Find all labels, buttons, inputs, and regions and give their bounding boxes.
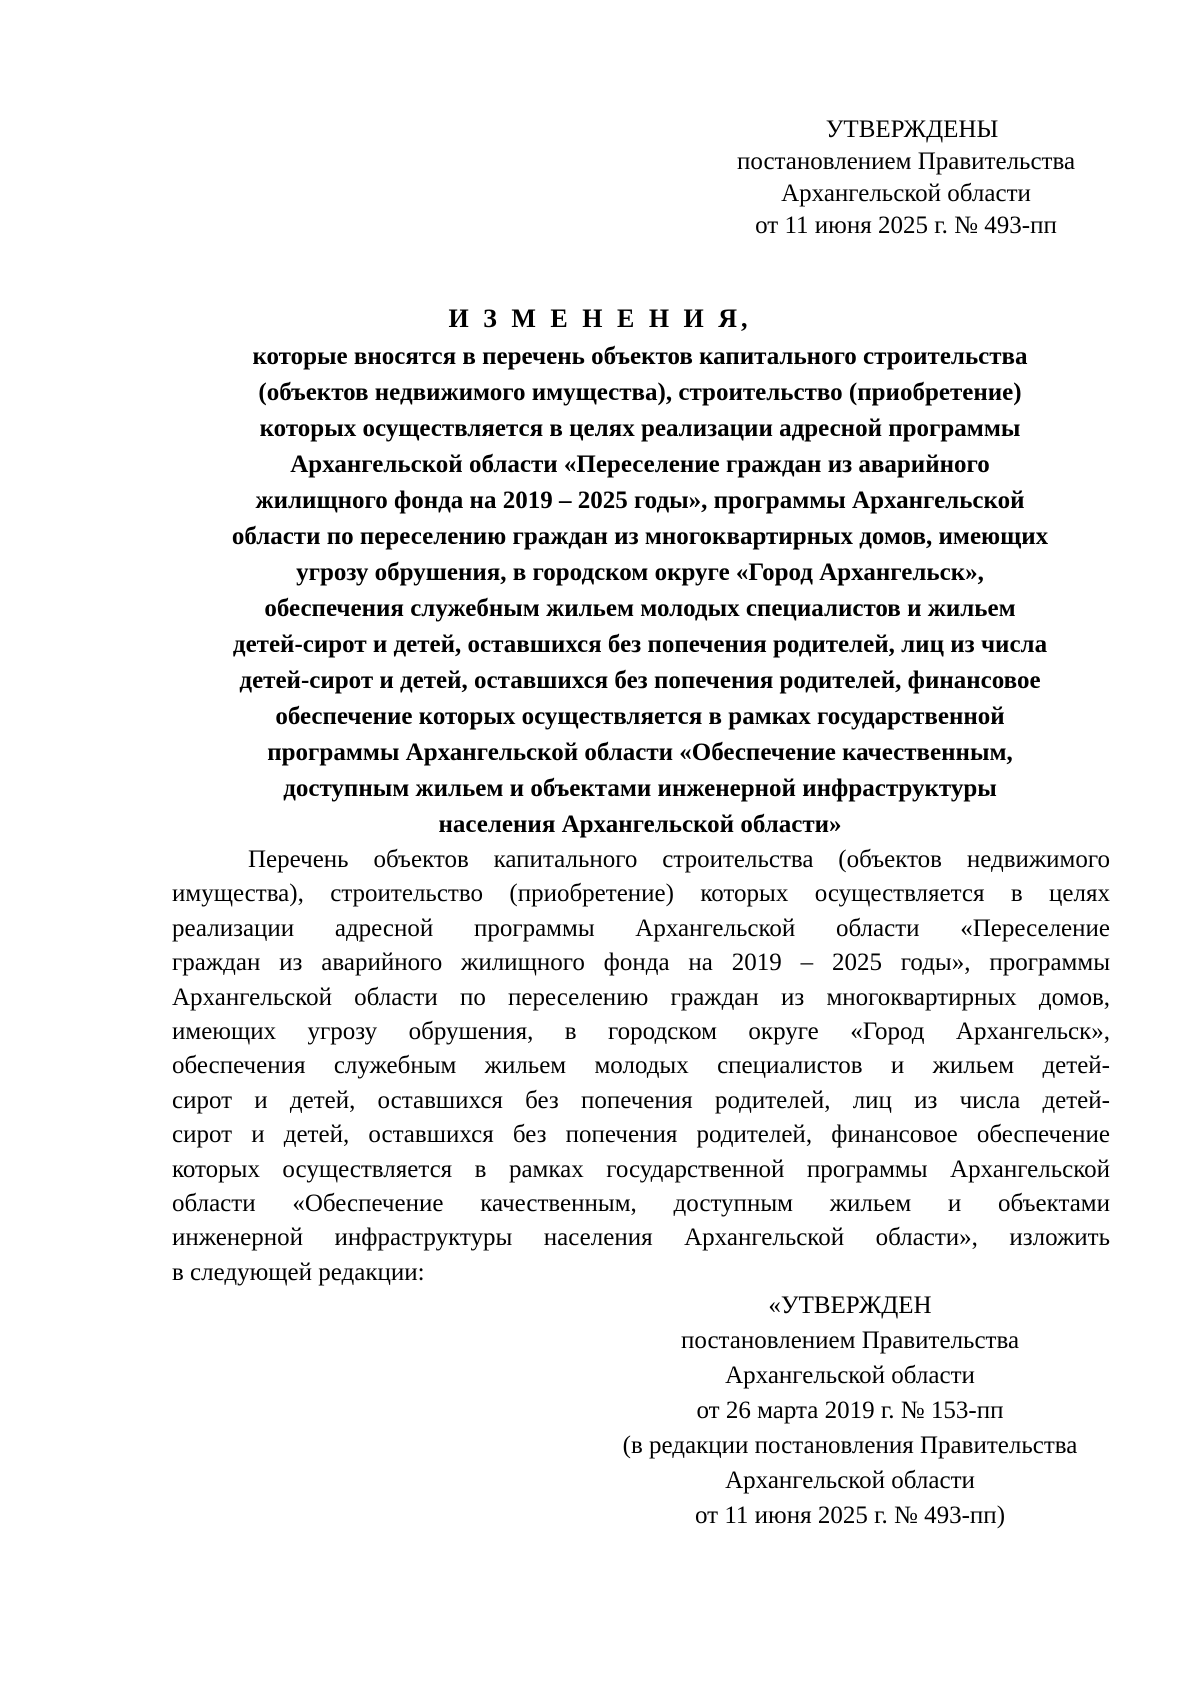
approved-issuer: постановлением Правительства [680, 1327, 1020, 1354]
revision-region: Архангельской области [725, 1467, 975, 1494]
body-paragraph [172, 843, 1110, 1290]
subtitle-line: которых осуществляется в целях реализации адресной программы [259, 415, 1021, 442]
subtitle-line: населения Архангельской области» [438, 811, 842, 838]
subtitle-line: доступным жильем и объектами инженерной инфраструктуры [283, 775, 997, 802]
subtitle-line: жилищного фонда на 2019 – 2025 годы», программы Архангельской [255, 487, 1025, 514]
paragraph-line: которых осуществляется в рамках государственной программы Архангельской [172, 1155, 1110, 1183]
approval-date-number: от 11 июня 2025 г. № 493-пп [755, 212, 1057, 239]
subtitle-line: которые вносятся в перечень объектов капитального строительства [252, 343, 1028, 370]
subtitle-line: детей-сирот и детей, оставшихся без попечения родителей, лиц из числа [232, 631, 1048, 658]
paragraph-line: граждан из аварийного жилищного фонда на 2019 – 2025 годы», программы [172, 949, 1110, 977]
paragraph-line: сирот и детей, оставшихся без попечения родителей, финансовое обеспечение [172, 1121, 1110, 1149]
paragraph-line: сирот и детей, оставшихся без попечения родителей, лиц из числа детей- [172, 1086, 1110, 1114]
approval-heading: УТВЕРЖДЕНЫ [825, 116, 999, 143]
subtitle-line: программы Архангельской области «Обеспечение качественным, [267, 739, 1013, 766]
document-subtitle [170, 339, 1110, 843]
paragraph-line: реализации адресной программы Архангельской области «Переселение [172, 914, 1110, 942]
paragraph-line: имущества), строительство (приобретение) которых осуществляется в целях [172, 880, 1110, 908]
paragraph-line: в следующей редакции: [172, 1258, 425, 1286]
paragraph-line: инженерной инфраструктуры населения Архангельской области», изложить [172, 1224, 1110, 1252]
approved-stamp-block [580, 1288, 1120, 1533]
document-title: И З М Е Н Е Н И Я, [448, 304, 752, 333]
approval-region: Архангельской области [781, 180, 1031, 207]
subtitle-line: обеспечение которых осуществляется в рамках государственной [275, 703, 1005, 730]
subtitle-line: детей-сирот и детей, оставшихся без попечения родителей, финансовое [239, 667, 1041, 694]
revision-date-number: от 11 июня 2025 г. № 493-пп) [694, 1502, 1006, 1529]
subtitle-line: обеспечения служебным жильем молодых специалистов и жильем [264, 595, 1016, 622]
approved-heading: «УТВЕРЖДЕН [768, 1292, 932, 1319]
subtitle-line: угрозу обрушения, в городском округе «Город Архангельск», [296, 559, 984, 586]
paragraph-line: области «Обеспечение качественным, доступным жильем и объектами [172, 1190, 1110, 1218]
approval-issuer: постановлением Правительства [736, 148, 1076, 175]
subtitle-line: Архангельской области «Переселение граждан из аварийного [290, 451, 990, 478]
approved-region: Архангельской области [725, 1362, 975, 1389]
paragraph-line: имеющих угрозу обрушения, в городском округе «Город Архангельск», [172, 1018, 1110, 1046]
subtitle-line: (объектов недвижимого имущества), строительство (приобретение) [258, 379, 1022, 406]
approval-stamp-block [716, 114, 1096, 242]
paragraph-line: обеспечения служебным жильем молодых специалистов и жильем детей- [172, 1052, 1110, 1080]
paragraph-line: Архангельской области по переселению граждан из многоквартирных домов, [172, 983, 1110, 1011]
approved-date-number: от 26 марта 2019 г. № 153-пп [696, 1397, 1004, 1424]
revision-note: (в редакции постановления Правительства [622, 1432, 1078, 1459]
paragraph-line: Перечень объектов капитального строительства (объектов недвижимого [248, 846, 1110, 873]
subtitle-line: области по переселению граждан из многоквартирных домов, имеющих [231, 523, 1049, 550]
